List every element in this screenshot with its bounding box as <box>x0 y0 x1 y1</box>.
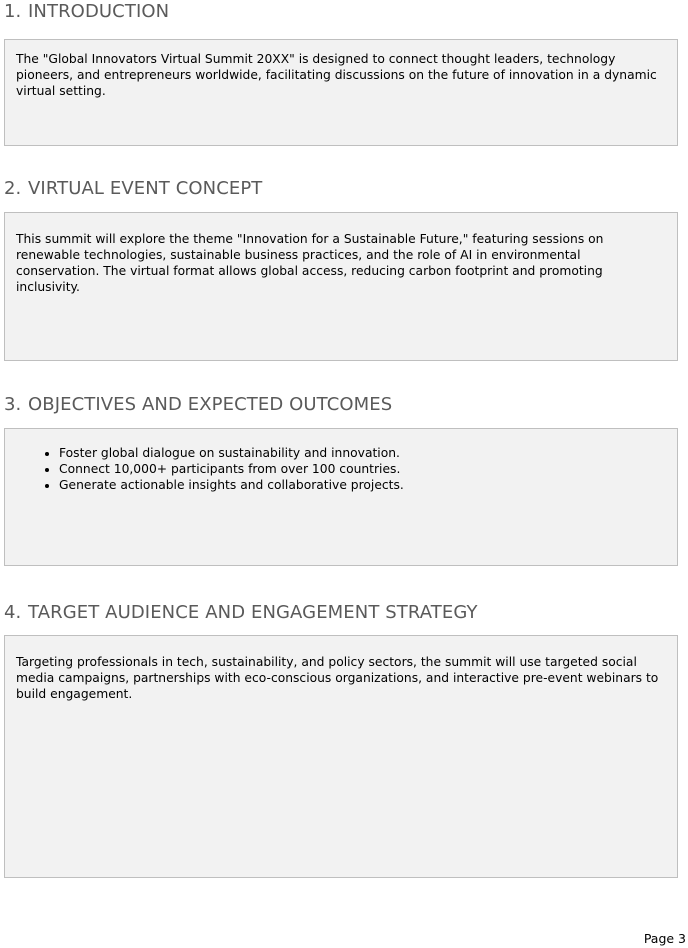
section-3-title: OBJECTIVES AND EXPECTED OUTCOMES <box>28 394 393 415</box>
section-3-number: 3. <box>4 394 22 415</box>
section-4-body: Targeting professionals in tech, sustainability, and policy sectors, the summit will use targeted social media campaigns, partnerships with eco-conscious organizations, and interactive pre-event webinars to build engagement. <box>16 655 659 701</box>
section-4-number: 4. <box>4 602 22 623</box>
section-2-heading <box>4 178 262 200</box>
objectives-list <box>16 445 666 493</box>
section-1-body: The "Global Innovators Virtual Summit 20XX" is designed to connect thought leaders, technology pioneers, and entrepreneurs worldwide, facilitating discussions on the future of innovation in a dynamic virtual setting. <box>16 52 657 98</box>
page-number: Page 3 <box>643 931 686 946</box>
section-1-heading <box>4 1 169 23</box>
section-2-title: VIRTUAL EVENT CONCEPT <box>28 178 263 199</box>
section-4-title: TARGET AUDIENCE AND ENGAGEMENT STRATEGY <box>28 602 478 623</box>
section-1-box <box>4 39 678 146</box>
section-3-heading <box>4 394 392 416</box>
list-item: • Generate actionable insights and collaborative projects. <box>59 477 666 493</box>
list-item: • Connect 10,000+ participants from over 100 countries. <box>59 461 666 477</box>
section-2-body: This summit will explore the theme "Innovation for a Sustainable Future," featuring sessions on renewable technologies, sustainable business practices, and the role of AI in environmental conservation. The virtual format allows global access, reducing carbon footprint and promoting inclusivity. <box>16 232 604 294</box>
section-1-number: 1. <box>4 1 22 22</box>
section-4-heading <box>4 602 478 624</box>
section-3-box <box>4 428 678 566</box>
section-1-title: INTRODUCTION <box>28 1 170 22</box>
section-2-number: 2. <box>4 178 22 199</box>
list-item: • Foster global dialogue on sustainability and innovation. <box>59 445 666 461</box>
section-4-box <box>4 635 678 878</box>
section-2-box <box>4 212 678 361</box>
